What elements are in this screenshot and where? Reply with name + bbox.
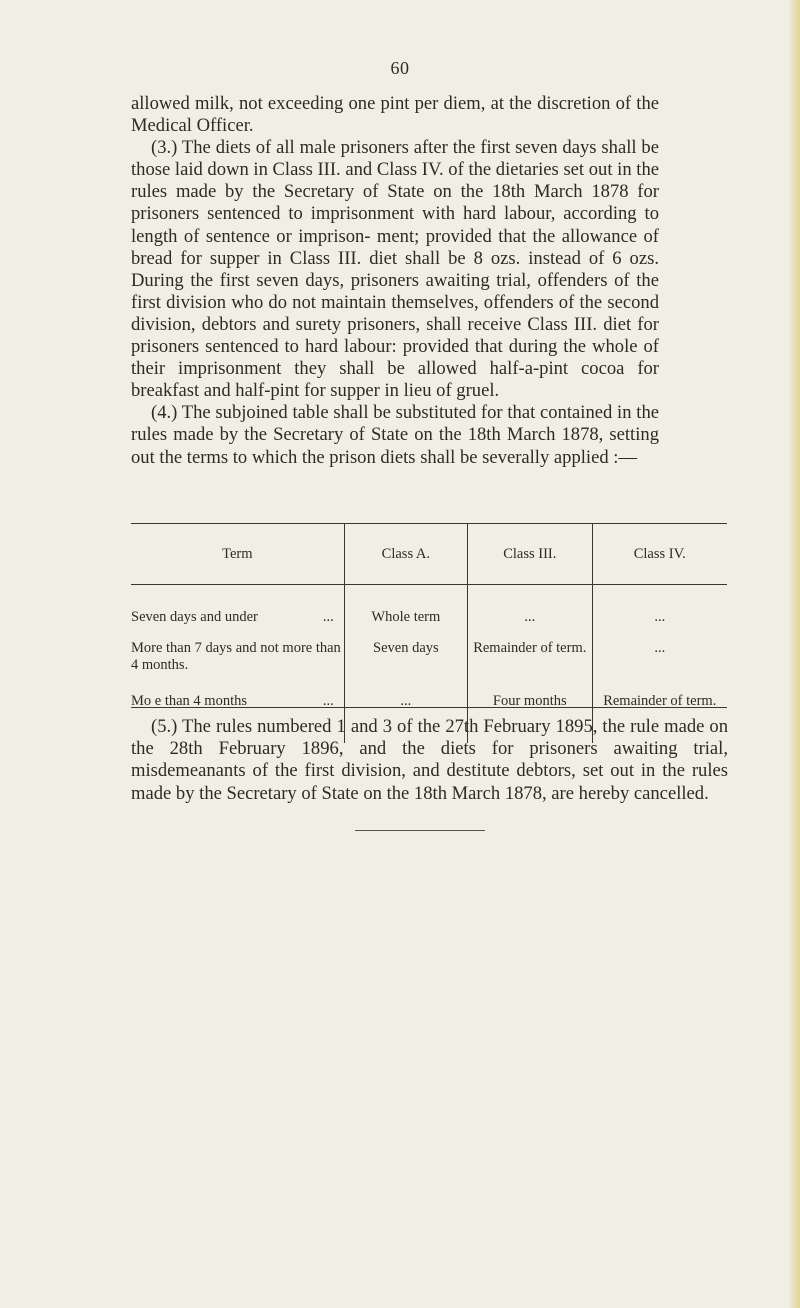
header-class-a: Class A.: [344, 524, 467, 585]
class-iv-cell: Remainder of term.: [592, 693, 727, 743]
page-number: 60: [390, 58, 410, 78]
term-cell: [131, 640, 344, 693]
table-header-row: [131, 524, 727, 585]
page-edge: [788, 0, 800, 1308]
table-row: [131, 640, 727, 693]
term-label: More than 7 days and not more than 4 months.: [131, 640, 341, 673]
header-term: Term: [131, 524, 344, 585]
class-a-cell: Whole term: [344, 585, 467, 641]
class-iii-cell: Remainder of term.: [468, 640, 593, 693]
paragraph-4: (4.) The subjoined table shall be substituted for that contained in the rules made by the Secretary of State on the 18th March 1878, setting out the terms to which the prison diets shall be severally applied :—: [131, 402, 659, 468]
class-a-cell: ...: [344, 693, 467, 743]
header-class-iii: Class III.: [468, 524, 593, 585]
term-cell: [131, 585, 344, 641]
paragraph-3: (3.) The diets of all male prisoners after the first seven days shall be those laid down in Class III. and Class IV. of the dietaries set out in the rules made by the Secretary of State on the 18th March 1878 for prisoners sentenced to imprisonment with hard labour, according to length of sentence or imprison- ment; provided that the allowance of bread for supper in Class III. diet shall be 8 ozs. instead of 6 ozs. During the first seven days, prisoners awaiting trial, offenders of the first division who do not maintain themselves, offenders of the second division, debtors and surety prisoners, shall receive Class III. diet for prisoners sentenced to hard labour: provided that during the whole of their imprisonment they shall be allowed half-a-pint cocoa for breakfast and half-pint for supper in lieu of gruel.: [131, 137, 659, 402]
term-label: Seven days and under: [131, 609, 258, 625]
body-text: [131, 93, 659, 469]
class-iii-cell: Four months: [468, 693, 593, 743]
term-label: Mo e than 4 months: [131, 693, 247, 709]
leader-dots: ...: [322, 693, 334, 709]
class-iii-cell: ...: [468, 585, 593, 641]
paragraph-5: (5.) The rules numbered 1 and 3 of the 27th February 1895, the rule made on the 28th February 1896, and the diets for prisoners awaiting trial, misdemeanants of the first division, and destitute debtors, set out in the rules made by the Secretary of State on the 18th March 1878, are hereby cancelled.: [131, 716, 728, 804]
diet-table: [131, 523, 727, 743]
continuation-paragraph: allowed milk, not exceeding one pint per diem, at the discretion of the Medical Officer.: [131, 93, 659, 137]
leader-dots: ...: [322, 609, 334, 625]
header-class-iv: Class IV.: [592, 524, 727, 585]
class-iv-cell: ...: [592, 585, 727, 641]
table-row: [131, 585, 727, 641]
table-bottom-rule: [131, 707, 727, 708]
paragraph-5-block: [131, 716, 728, 805]
class-a-cell: Seven days: [344, 640, 467, 693]
closing-rule: [355, 830, 485, 831]
class-iv-cell: ...: [592, 640, 727, 693]
